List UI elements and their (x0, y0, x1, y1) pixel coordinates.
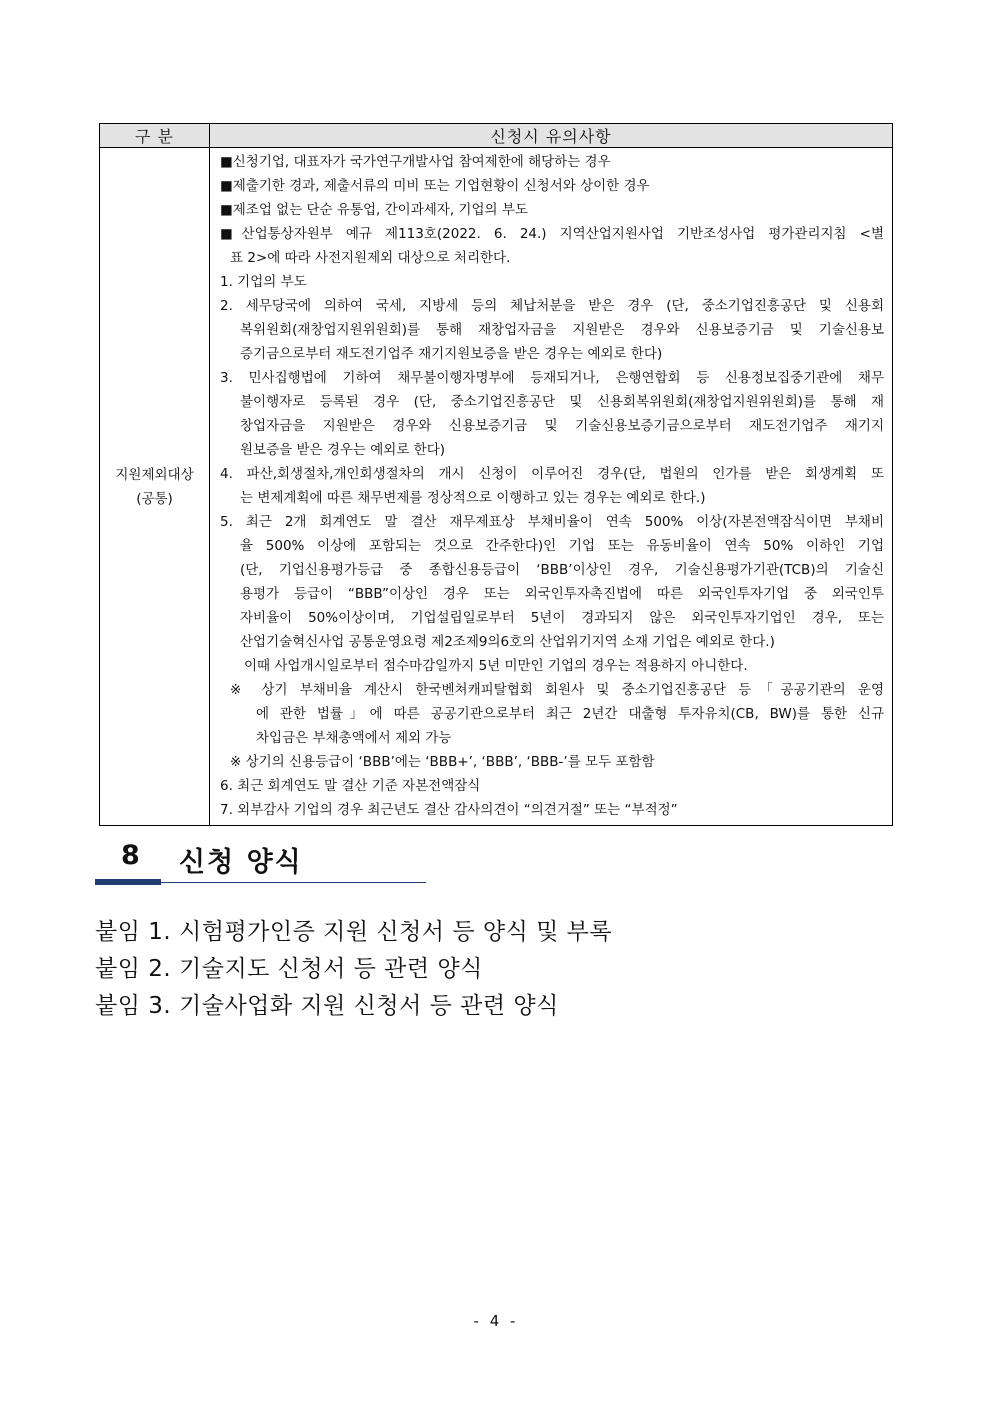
attachment-item: 붙임 2. 기술지도 신청서 등 관련 양식 (95, 956, 483, 982)
reference-note: ※ 상기의 신용등급이 ‘BBB’에는 ‘BBB+’, ‘BBB’, ‘BBB-’를 모두 포함함 (230, 754, 655, 770)
category-sublabel: (공통) (136, 490, 173, 507)
numbered-item: 2. 세무당국에 의하여 국세, 지방세 등의 체납처분을 받은 경우 (단, 중소기업진흥공단 및 신용회 (220, 298, 884, 314)
notes-cell (210, 148, 893, 826)
numbered-item: 7. 외부감사 기업의 경우 최근년도 결산 감사의견이 “의견거절” 또는 “부적정” (220, 802, 678, 818)
numbered-item-continuation: 창업자금을 지원받은 경우와 신용보증기금 및 기술신용보증기금으로부터 재도전기업주 재기지 (240, 418, 884, 434)
section-underline-thin (161, 882, 426, 883)
attachment-item: 붙임 3. 기술사업화 지원 신청서 등 관련 양식 (95, 993, 559, 1019)
reference-note-continuation: 차입금은 부채총액에서 제외 가능 (256, 730, 452, 746)
numbered-item-continuation: (단, 기업신용평가등급 중 종합신용등급이 ‘BBB’이상인 경우, 기술신용평가기관(TCB)의 기술신 (240, 562, 884, 578)
table-row (100, 148, 893, 826)
notice-table (99, 123, 893, 826)
numbered-item: 5. 최근 2개 회계연도 말 결산 재무제표상 부채비율이 연속 500% 이상(자본전액잠식이면 부채비 (220, 514, 884, 530)
numbered-item-continuation: 증기금으로부터 재도전기업주 재기지원보증을 받은 경우는 예외로 한다) (240, 346, 663, 362)
reference-note: ※ 상기 부채비율 계산시 한국벤쳐캐피탈협회 회원사 및 중소기업진흥공단 등「공공기관의 운영 (230, 682, 884, 698)
bullet-item: ■신청기업, 대표자가 국가연구개발사업 참여제한에 해당하는 경우 (220, 154, 611, 170)
section-number: 8 (121, 840, 140, 871)
section-title: 신청 양식 (179, 847, 303, 878)
category-cell (100, 148, 210, 826)
numbered-item-continuation: 복위원회(재창업지원위원회)를 통해 재창업자금을 지원받은 경우와 신용보증기금 및 기술신용보 (240, 322, 884, 338)
numbered-item: 1. 기업의 부도 (220, 274, 307, 290)
numbered-item-continuation: 용평가 등급이 “BBB”이상인 경우 또는 외국인투자촉진법에 따른 외국인투자기업 중 외국인투 (240, 586, 884, 602)
numbered-item: 3. 민사집행법에 기하여 채무불이행자명부에 등재되거나, 은행연합회 등 신용정보집중기관에 채무 (220, 370, 884, 386)
attachment-item: 붙임 1. 시험평가인증 지원 신청서 등 양식 및 부록 (95, 919, 613, 945)
numbered-item-continuation: 율 500% 이상에 포함되는 것으로 간주한다)인 기업 또는 유동비율이 연속 50% 이하인 기업 (240, 538, 884, 554)
section-heading (95, 840, 426, 886)
table-header-row (100, 124, 893, 148)
section-underline-thick (95, 879, 161, 885)
reference-note-continuation: 에 관한 법률」에 따른 공공기관으로부터 최근 2년간 대출형 투자유치(CB, BW)를 통한 신규 (256, 706, 884, 722)
bullet-item-continuation: 표 2>에 따라 사전지원제외 대상으로 처리한다. (230, 250, 511, 266)
numbered-item-continuation: 는 변제계획에 따른 채무변제를 정상적으로 이행하고 있는 경우는 예외로 한다.) (240, 490, 706, 506)
header-category: 구 분 (100, 124, 210, 148)
bullet-item: ■제조업 없는 단순 유통업, 간이과세자, 기업의 부도 (220, 202, 528, 218)
page-number: - 4 - (473, 1312, 519, 1330)
numbered-item-note: 이때 사업개시일로부터 점수마감일까지 5년 미만인 기업의 경우는 적용하지 아니한다. (244, 658, 748, 674)
numbered-item-continuation: 원보증을 받은 경우는 예외로 한다) (240, 442, 446, 458)
numbered-item-continuation: 산업기술혁신사업 공통운영요령 제2조제9의6호의 산업위기지역 소재 기업은 예외로 한다.) (240, 634, 775, 650)
numbered-item-continuation: 불이행자로 등록된 경우 (단, 중소기업진흥공단 및 신용회복위원회(재창업지원위원회)를 통해 재 (240, 394, 884, 410)
numbered-item: 6. 최근 회계연도 말 결산 기준 자본전액잠식 (220, 778, 481, 794)
bullet-item: ■산업통상자원부 예규 제113호(2022. 6. 24.) 지역산업지원사업 기반조성사업 평가관리지침 <별 (220, 226, 884, 242)
bullet-item: ■제출기한 경과, 제출서류의 미비 또는 기업현황이 신청서와 상이한 경우 (220, 178, 650, 194)
numbered-item: 4. 파산,회생절차,개인회생절차의 개시 신청이 이루어진 경우(단, 법원의 인가를 받은 회생계획 또 (220, 466, 884, 482)
header-notes: 신청시 유의사항 (210, 124, 893, 148)
category-label: 지원제외대상 (115, 466, 194, 483)
numbered-item-continuation: 자비율이 50%이상이며, 기업설립일로부터 5년이 경과되지 않은 외국인투자기업인 경우, 또는 (240, 610, 884, 626)
